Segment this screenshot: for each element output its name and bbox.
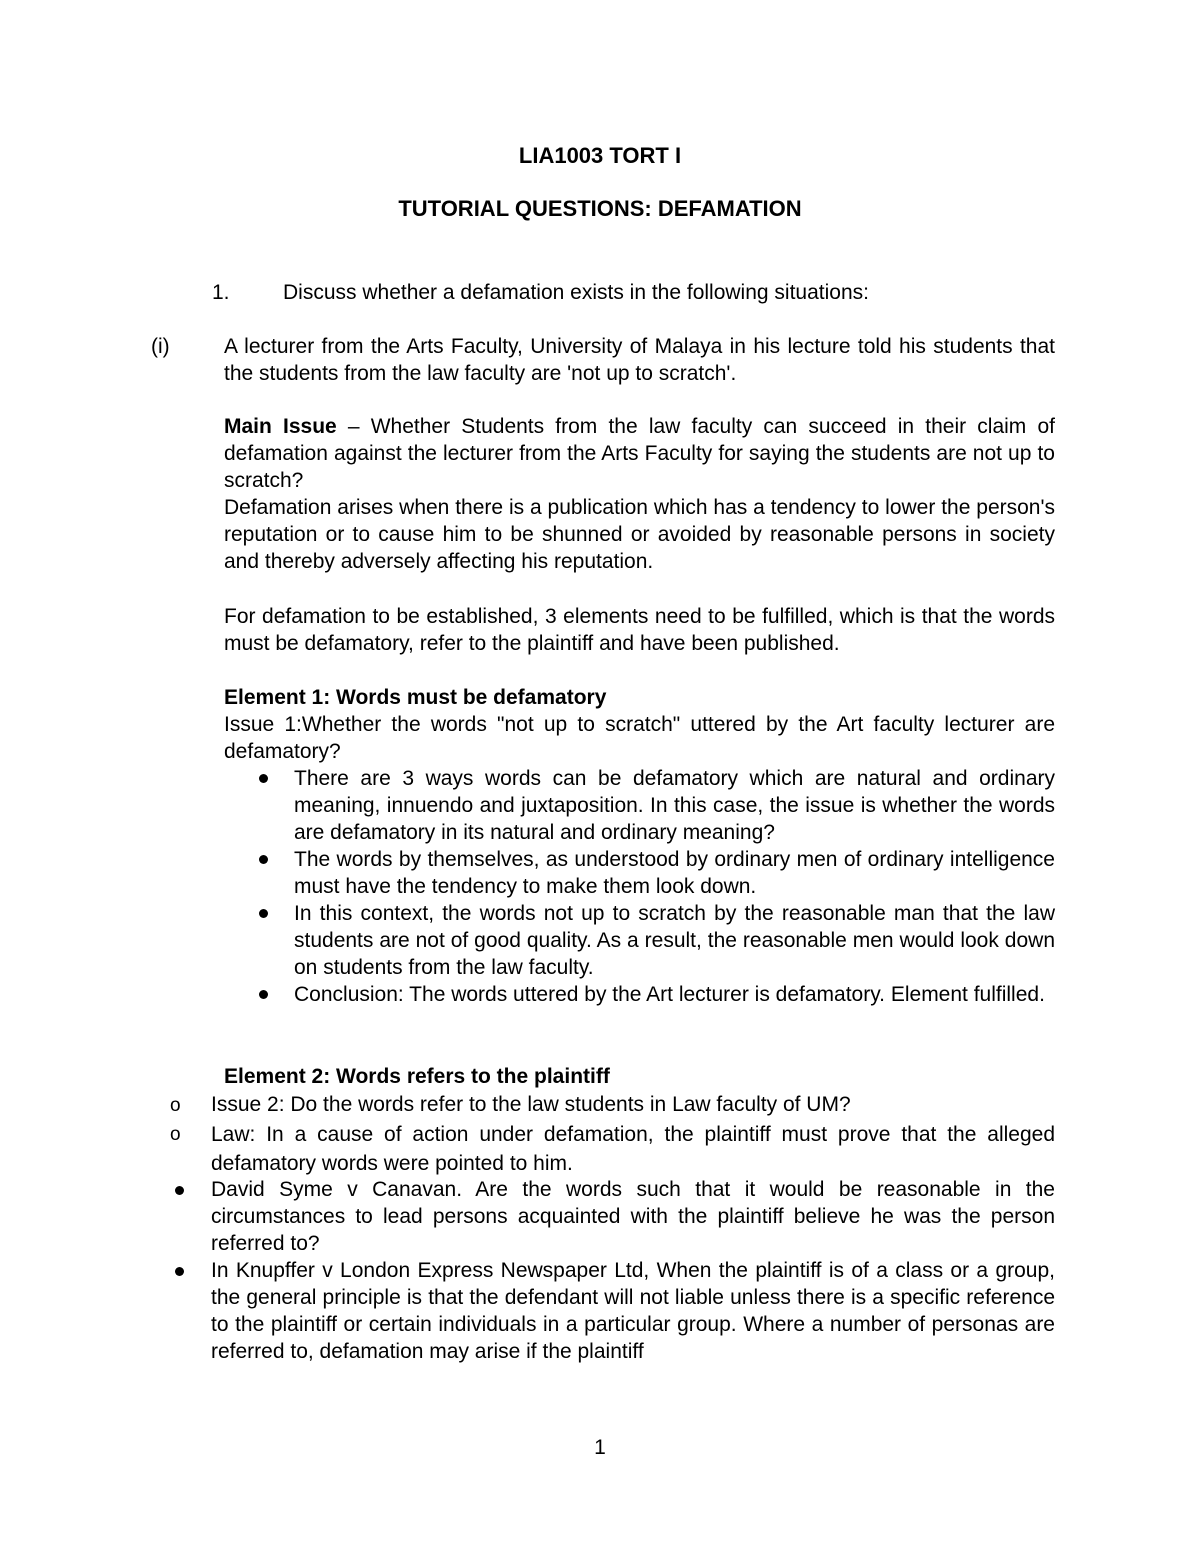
question-number: 1. [212, 281, 230, 304]
element2-bullet-1: David Syme v Canavan. Are the words such that it would be reasonable in the circumstances to lead persons acquainted with the plaintiff believe he was the person referred to? [211, 1178, 1055, 1255]
bullet-icon [175, 1186, 184, 1195]
page-number: 1 [594, 1436, 606, 1459]
bullet-icon [175, 1267, 184, 1276]
element2-heading: Element 2: Words refers to the plaintiff [224, 1065, 610, 1088]
circle-bullet-icon: o [170, 1124, 181, 1145]
course-title: LIA1003 TORT I [518, 143, 682, 168]
circle-bullet-icon: o [170, 1095, 181, 1116]
bullet-icon [259, 909, 268, 918]
element2-bullet-2: In Knupffer v London Express Newspaper Ltd, When the plaintiff is of a class or a group, the general principle is that the defendant will not liable unless there is a specific reference to the plaintiff or certain individuals in a particular group. Where a number of personas are referred to, defamation may arise if the plaintiff [211, 1259, 1055, 1363]
main-issue-text: – Whether Students from the law faculty can succeed in their claim of defamation against the lecturer from the Arts Faculty for saying the students are not up to scratch? [224, 415, 1055, 492]
element1-bullet-3: In this context, the words not up to scratch by the reasonable man that the law students are not of good quality. As a result, the reasonable men would look down on students from the law faculty. [294, 902, 1055, 979]
question-text: Discuss whether a defamation exists in the following situations: [283, 281, 869, 304]
element1-issue: Issue 1:Whether the words "not up to scratch" uttered by the Art faculty lecturer are defamatory? [224, 713, 1055, 763]
element2-issue: Issue 2: Do the words refer to the law students in Law faculty of UM? [211, 1093, 851, 1116]
element1-heading: Element 1: Words must be defamatory [224, 686, 607, 709]
bullet-icon [259, 774, 268, 783]
definition-paragraph: Defamation arises when there is a publication which has a tendency to lower the person's reputation or to cause him to be shunned or avoided by reasonable persons in society and thereby adversely affecting his reputation. [224, 496, 1055, 573]
main-issue-label: Main Issue [224, 415, 337, 438]
element1-bullet-2: The words by themselves, as understood by ordinary men of ordinary intelligence must have the tendency to make them look down. [294, 848, 1055, 898]
bullet-icon [259, 990, 268, 999]
element1-bullet-1: There are 3 ways words can be defamatory which are natural and ordinary meaning, innuendo and juxtaposition. In this case, the issue is whether the words are defamatory in its natural and ordinary meaning? [294, 767, 1055, 844]
situation-label: (i) [151, 335, 170, 358]
main-issue-paragraph [224, 413, 1055, 494]
element2-law: Law: In a cause of action under defamation, the plaintiff must prove that the alleged defamatory words were pointed to him. [211, 1123, 1055, 1175]
page-title: TUTORIAL QUESTIONS: DEFAMATION [398, 196, 802, 221]
elements-intro-paragraph: For defamation to be established, 3 elements need to be fulfilled, which is that the words must be defamatory, refer to the plaintiff and have been published. [224, 605, 1055, 655]
bullet-icon [259, 855, 268, 864]
element1-bullet-4: Conclusion: The words uttered by the Art lecturer is defamatory. Element fulfilled. [294, 983, 1045, 1006]
situation-text: A lecturer from the Arts Faculty, University of Malaya in his lecture told his students that the students from the law faculty are 'not up to scratch'. [224, 335, 1055, 385]
